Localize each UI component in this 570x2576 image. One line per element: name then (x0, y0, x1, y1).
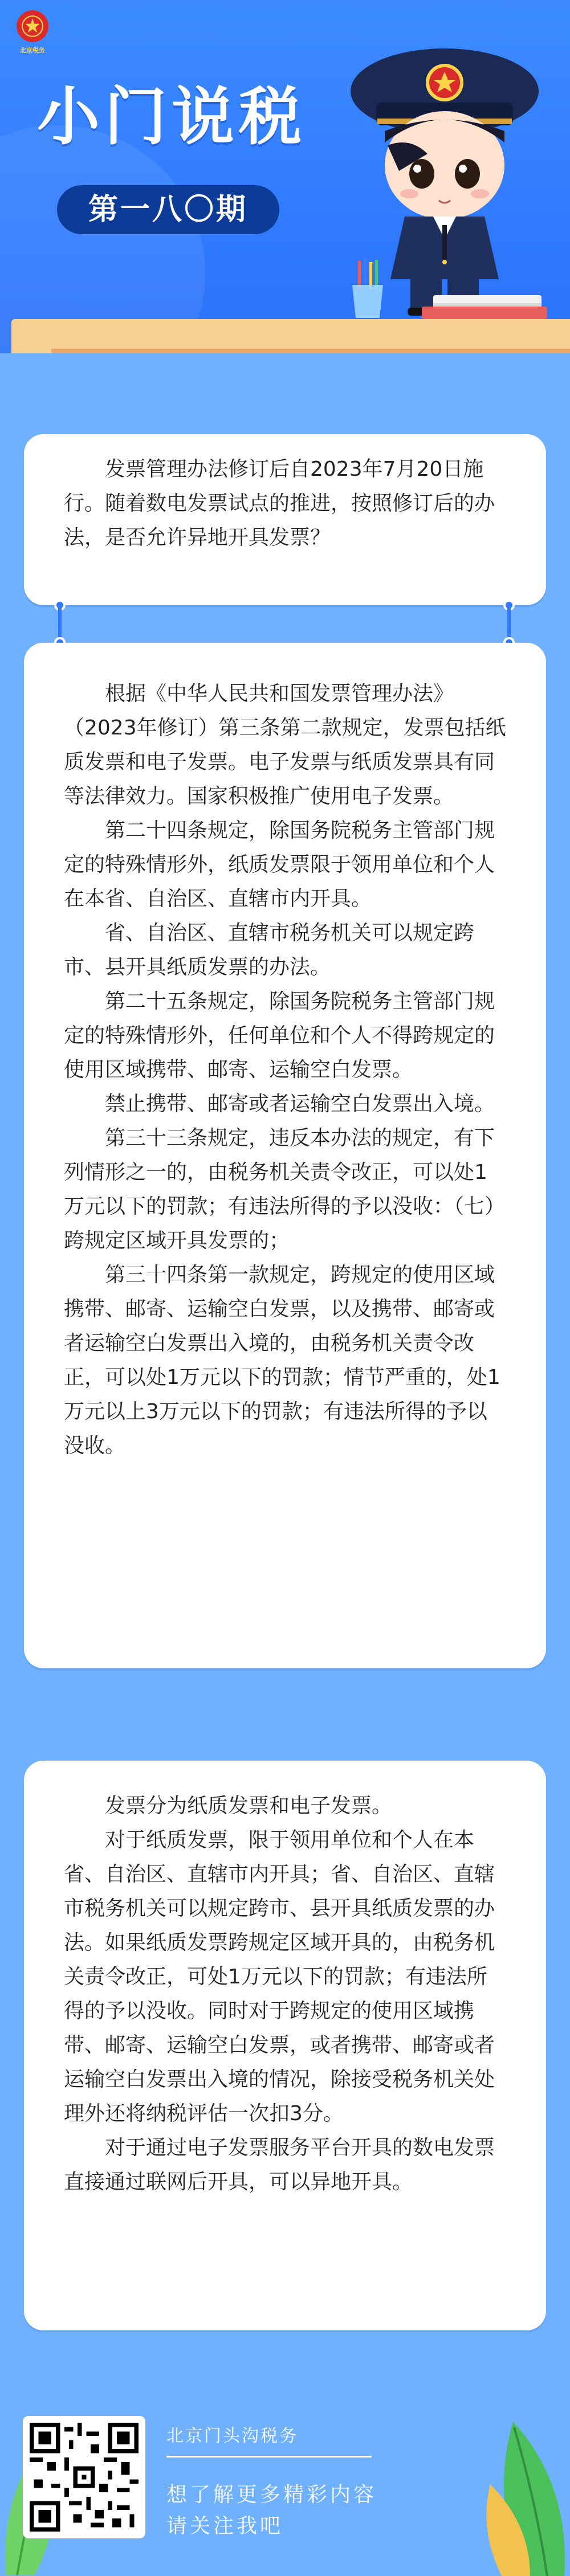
answer-paragraph: 根据《中华人民共和国发票管理办法》（2023年修订）第三条第二款规定，发票包括纸质发票和电子发票。电子发票与纸质发票具有同等法律效力。国家积极推广使用电子发票。 (64, 682, 506, 808)
pencil-cup-illustration (348, 256, 388, 319)
answer-paragraph: 第三十三条规定，违反本办法的规定，有下列情形之一的，由税务机关责令改正，可以处1万元以下的罚款；有违法所得的予以没收：（七）跨规定区域开具发票的； (64, 1126, 506, 1252)
answer-card (24, 643, 546, 1668)
summary-card (24, 1761, 546, 2330)
footer-brand: 北京门头沟税务 (166, 2426, 298, 2446)
answer-paragraph: 第二十四条规定，除国务院税务主管部门规定的特殊情形外，纸质发票限于领用单位和个人在本省、自治区、直辖市内开具。 (64, 819, 495, 911)
answer-paragraph: 第二十五条规定，除国务院税务主管部门规定的特殊情形外，任何单位和个人不得跨规定的使用区域携带、邮寄、运输空白发票。 (64, 990, 495, 1081)
tax-emblem-icon (17, 10, 48, 42)
summary-paragraph: 对于通过电子发票服务平台开具的数电发票直接通过联网后开具，可以异地开具。 (64, 2136, 495, 2194)
desk-front (51, 349, 570, 353)
answer-paragraph: 省、自治区、直辖市税务机关可以规定跨市、县开具纸质发票的办法。 (64, 921, 475, 979)
qr-code[interactable] (23, 2416, 145, 2538)
tax-logo (13, 10, 52, 67)
answer-paragraph: 第三十四条第一款规定，跨规定的使用区域携带、邮寄、运输空白发票，以及携带、邮寄或者运输空白发票出入境的，由税务机关责令改正，可以处1万元以下的罚款；情节严重的，处1万元以上3万元以下的罚款；有违法所得的予以没收。 (64, 1263, 500, 1458)
footer (0, 2370, 570, 2576)
footer-cta-line2: 请关注我吧 (166, 2514, 284, 2538)
issue-badge: 第一八〇期 (57, 185, 279, 234)
logo-label: 北京税务 (20, 47, 45, 54)
summary-paragraph: 对于纸质发票，限于领用单位和个人在本省、自治区、直辖市内开具；省、自治区、直辖市税务机关可以规定跨市、县开具纸质发票的办法。如果纸质发票跨规定区域开具的，由税务机关责令改正，可处1万元以下的罚款；有违法所得的予以没收。同时对于跨规定的使用区域携带、邮寄、运输空白发票，或者携带、邮寄或者运输空白发票出入境的情况，除接受税务机关处理外还将纳税评估一次扣3分。 (64, 1828, 495, 2125)
summary-paragraph: 发票分为纸质发票和电子发票。 (105, 1794, 393, 1818)
answer-paragraph: 禁止携带、邮寄或者运输空白发票出入境。 (105, 1092, 495, 1116)
footer-divider (166, 2456, 372, 2457)
footer-cta-line1: 想了解更多精彩内容 (166, 2483, 377, 2506)
series-title: 小门说税 (37, 80, 306, 153)
desk-top (11, 319, 570, 353)
question-text: 发票管理办法修订后自2023年7月20日施行。随着数电发票试点的推进，按照修订后的办法，是否允许异地开具发票？ (64, 458, 495, 549)
header-banner (0, 0, 570, 353)
leaf-icon (479, 2416, 570, 2576)
question-card (24, 434, 546, 605)
